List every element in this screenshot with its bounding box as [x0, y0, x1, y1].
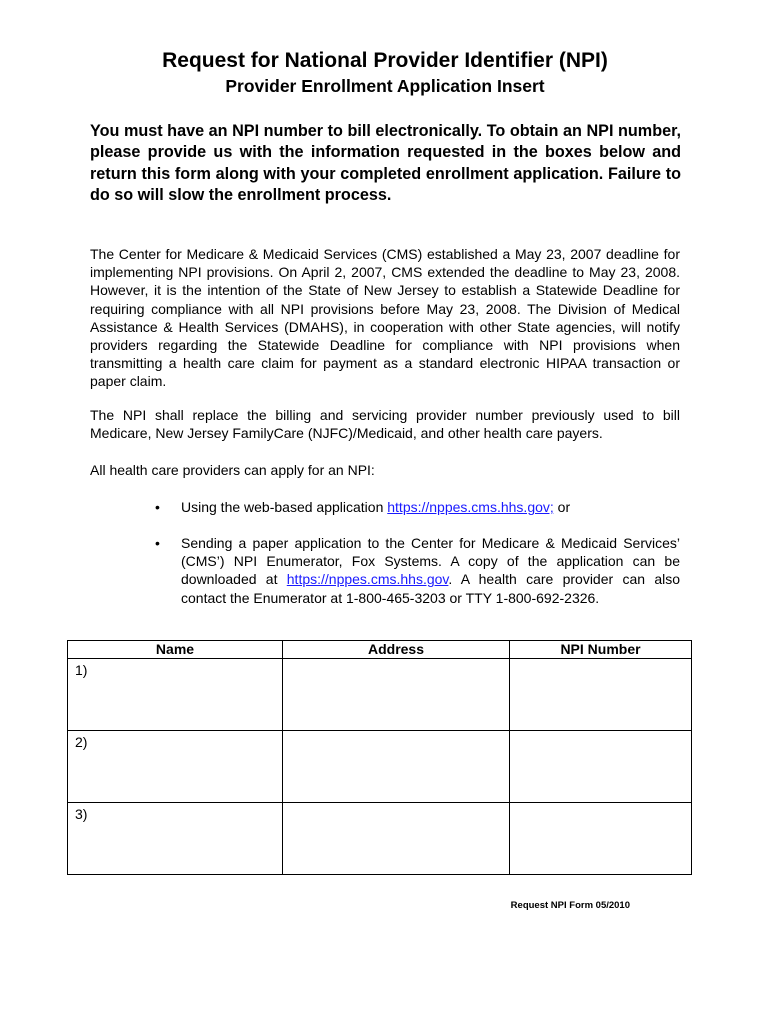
column-header-npi-number: NPI Number: [510, 641, 692, 659]
row-number: 3): [75, 806, 88, 822]
paragraph-replacement: The NPI shall replace the billing and servicing provider number previously used to bill Medicare, New Jersey FamilyCare (NJFC)/Medicaid, and other health care payers.: [90, 407, 680, 442]
bullet-icon: •: [155, 535, 160, 551]
row-number: 2): [75, 734, 88, 750]
page-title: Request for National Provider Identifier (NPI): [162, 49, 608, 72]
paragraph-apply: All health care providers can apply for an NPI:: [90, 462, 375, 478]
nppes-download-link[interactable]: https://nppes.cms.hhs.gov: [286, 571, 449, 588]
bullet-text-after: or: [553, 499, 571, 515]
npi-number-cell[interactable]: [510, 731, 692, 803]
bullet-text-before: Using the web-based application: [181, 499, 388, 515]
npi-entry-table: [67, 640, 692, 875]
npi-number-cell[interactable]: [510, 803, 692, 875]
bullet-text-after: . A health care provider can also contact the Enumerator at 1-800-465-3203 or TTY 1-800-692-2326.: [181, 571, 680, 606]
table-header-row: [68, 641, 692, 659]
column-header-name: Name: [68, 641, 283, 659]
page-subtitle: Provider Enrollment Application Insert: [225, 76, 545, 96]
paragraph-deadline: The Center for Medicare & Medicaid Services (CMS) established a May 23, 2007 deadline for implementing NPI provisions. On April 2, 2007, CMS extended the deadline to May 23, 2008. However, it is the intention of the State of New Jersey to establish a Statewide Deadline for requiring compliance with all NPI provisions before May 23, 2008. The Division of Medical Assistance & Health Services (DMAHS), in cooperation with other State agencies, will notify providers regarding the Statewide Deadline for compliance with NPI provisions when transmitting a health care claim for payment as a standard electronic HIPAA transaction or paper claim.: [90, 246, 680, 390]
bullet-text: [181, 534, 680, 607]
name-cell[interactable]: [68, 731, 283, 803]
form-identifier: Request NPI Form 05/2010: [510, 900, 630, 911]
address-cell[interactable]: [283, 659, 510, 731]
name-cell[interactable]: [68, 659, 283, 731]
row-number: 1): [75, 662, 88, 678]
lead-instructions: You must have an NPI number to bill electronically. To obtain an NPI number, please provide us with the information requested in the boxes below and return this form along with your completed enrollment application. Failure to do so will slow the enrollment process.: [90, 122, 681, 204]
bullet-text: [181, 498, 680, 516]
npi-number-cell[interactable]: [510, 659, 692, 731]
name-cell[interactable]: [68, 803, 283, 875]
table-row: [68, 803, 692, 875]
bullet-text-before: Sending a paper application to the Center for Medicare & Medicaid Services’ (CMS’) NPI Enumerator, Fox Systems. A copy of the application can be downloaded at: [181, 535, 680, 588]
bullet-icon: •: [155, 499, 160, 515]
address-cell[interactable]: [283, 803, 510, 875]
address-cell[interactable]: [283, 731, 510, 803]
table-row: [68, 731, 692, 803]
table-row: [68, 659, 692, 731]
column-header-address: Address: [283, 641, 510, 659]
nppes-link[interactable]: https://nppes.cms.hhs.gov;: [387, 499, 554, 515]
